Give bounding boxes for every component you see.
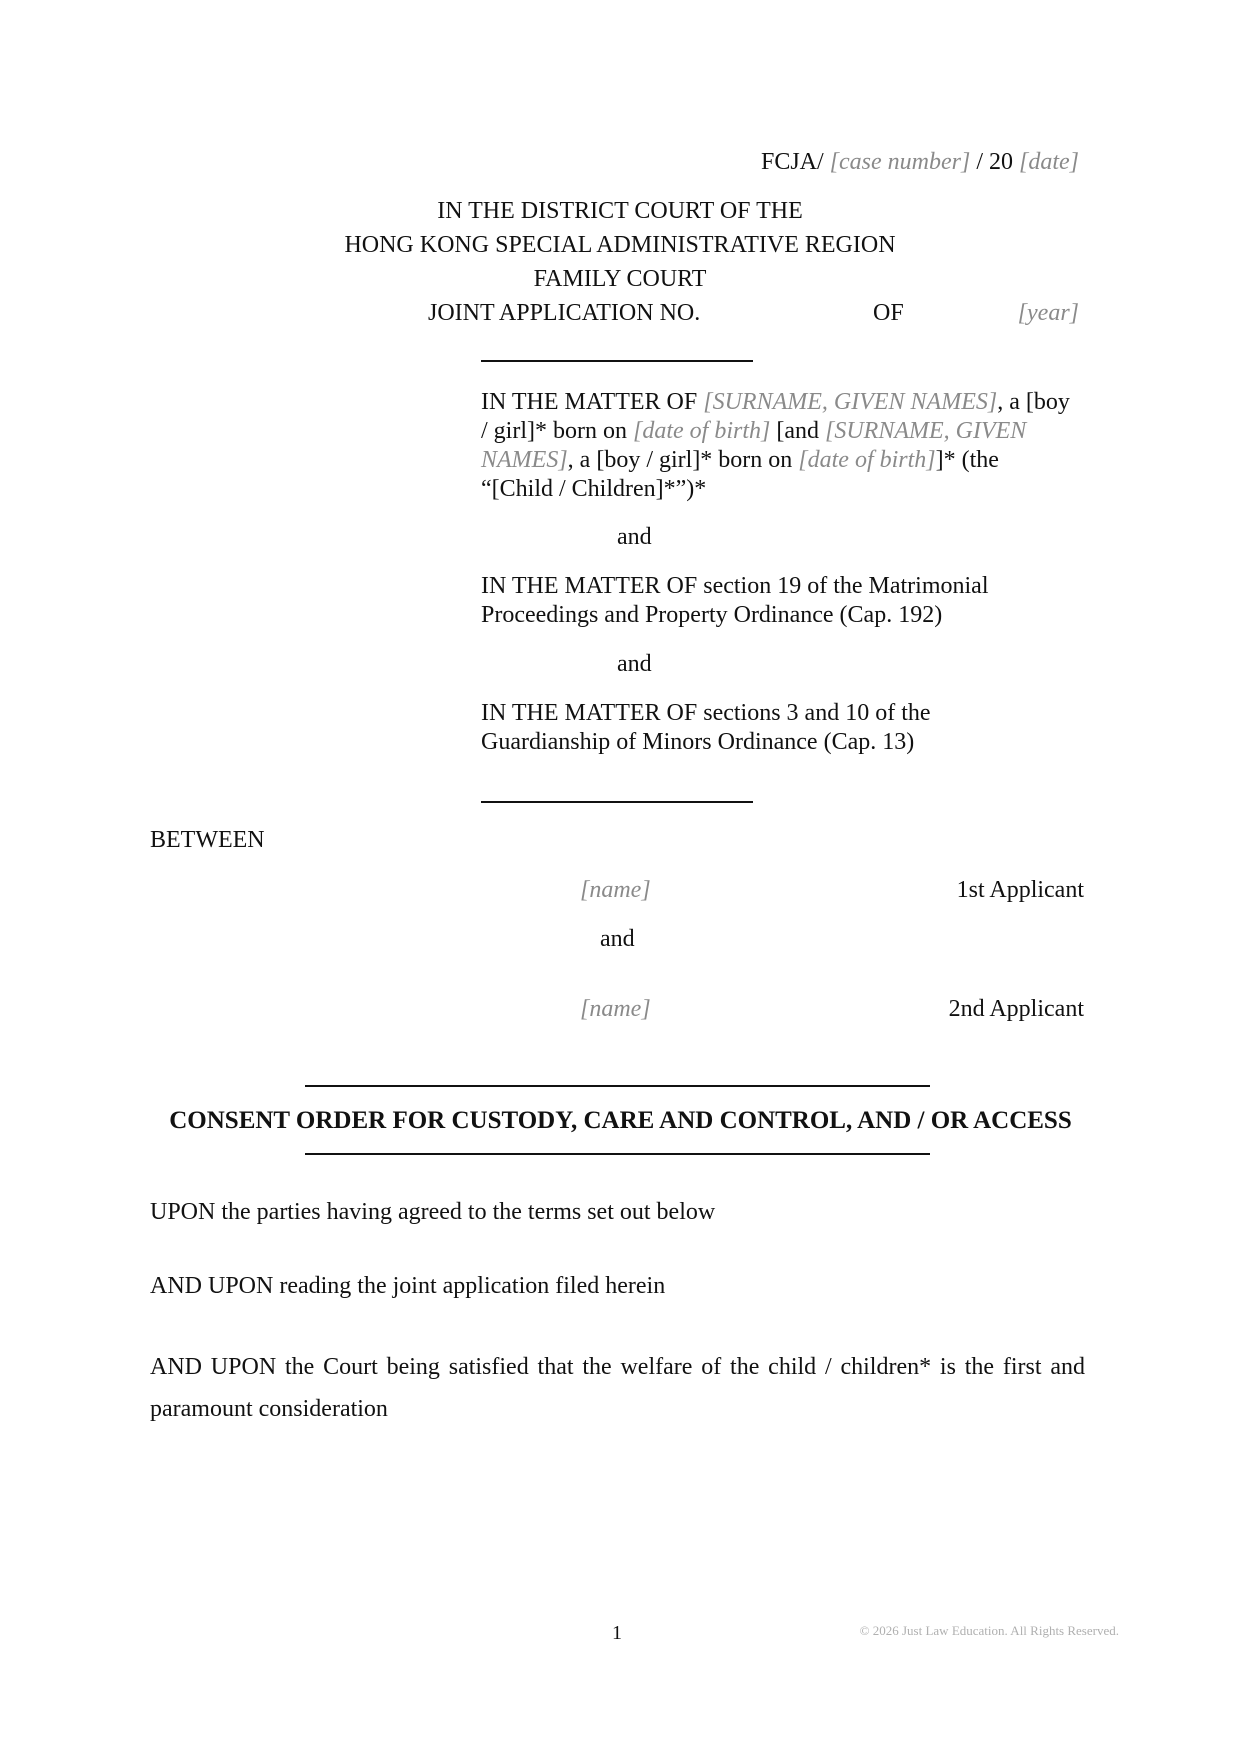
divider-bottom bbox=[481, 801, 753, 803]
applicant2-name-placeholder[interactable]: [name] bbox=[580, 996, 651, 1022]
ref-separator: / 20 bbox=[976, 149, 1013, 175]
and-parties: and bbox=[600, 926, 635, 952]
case-reference bbox=[761, 148, 1079, 177]
child2-dob-placeholder[interactable]: [date of birth] bbox=[798, 447, 936, 473]
court-line-2: HONG KONG SPECIAL ADMINISTRATIVE REGION bbox=[344, 232, 896, 258]
copyright-notice: © 2026 Just Law Education. All Rights Reserved. bbox=[859, 1623, 1119, 1638]
child1-dob-placeholder[interactable]: [date of birth] bbox=[632, 418, 771, 444]
applicant2-role: 2nd Applicant bbox=[948, 996, 1084, 1022]
title-rule-top bbox=[305, 1085, 930, 1087]
date-placeholder[interactable]: [date] bbox=[1019, 149, 1079, 175]
matter-child: IN THE MATTER OF [SURNAME, GIVEN NAMES], a [boy / girl]* born on [date of birth] [and [SURNAME, GIVEN NAMES], a [boy / girl]* born on [date of birth]]* (the “[Child / Children]*”)* bbox=[481, 389, 1070, 502]
document-title: CONSENT ORDER FOR CUSTODY, CARE AND CONTROL, AND / OR ACCESS bbox=[169, 1107, 1072, 1134]
court-line-3: FAMILY COURT bbox=[533, 266, 707, 292]
ref-prefix: FCJA/ bbox=[760, 149, 824, 175]
divider-top bbox=[481, 360, 753, 362]
court-line-1: IN THE DISTRICT COURT OF THE bbox=[437, 198, 803, 224]
applicant1-name-placeholder[interactable]: [name] bbox=[580, 877, 651, 903]
of-label: OF bbox=[873, 300, 904, 326]
and-connector-1: and bbox=[617, 524, 652, 550]
case-number-placeholder[interactable]: [case number] bbox=[829, 149, 971, 175]
and-connector-2: and bbox=[617, 651, 652, 677]
child2-name-placeholder[interactable]: [SURNAME, GIVEN NAMES] bbox=[481, 418, 1027, 473]
matter-gmo: IN THE MATTER OF sections 3 and 10 of the Guardianship of Minors Ordinance (Cap. 13) bbox=[481, 700, 931, 755]
joint-application-label: JOINT APPLICATION NO. bbox=[428, 300, 701, 326]
page-number: 1 bbox=[612, 1622, 622, 1644]
child1-name-placeholder[interactable]: [SURNAME, GIVEN NAMES] bbox=[703, 389, 998, 415]
recital-3: AND UPON the Court being satisfied that the welfare of the child / children* is the first and paramount consideration bbox=[150, 1354, 1085, 1422]
between-label: BETWEEN bbox=[150, 827, 265, 853]
title-rule-bottom bbox=[305, 1153, 930, 1155]
year-placeholder[interactable]: [year] bbox=[1017, 300, 1079, 326]
recital-2: AND UPON reading the joint application filed herein bbox=[150, 1273, 666, 1299]
applicant1-role: 1st Applicant bbox=[956, 877, 1084, 903]
matter-mppo: IN THE MATTER OF section 19 of the Matrimonial Proceedings and Property Ordinance (Cap. 192) bbox=[481, 573, 989, 628]
recital-1: UPON the parties having agreed to the terms set out below bbox=[150, 1199, 716, 1225]
